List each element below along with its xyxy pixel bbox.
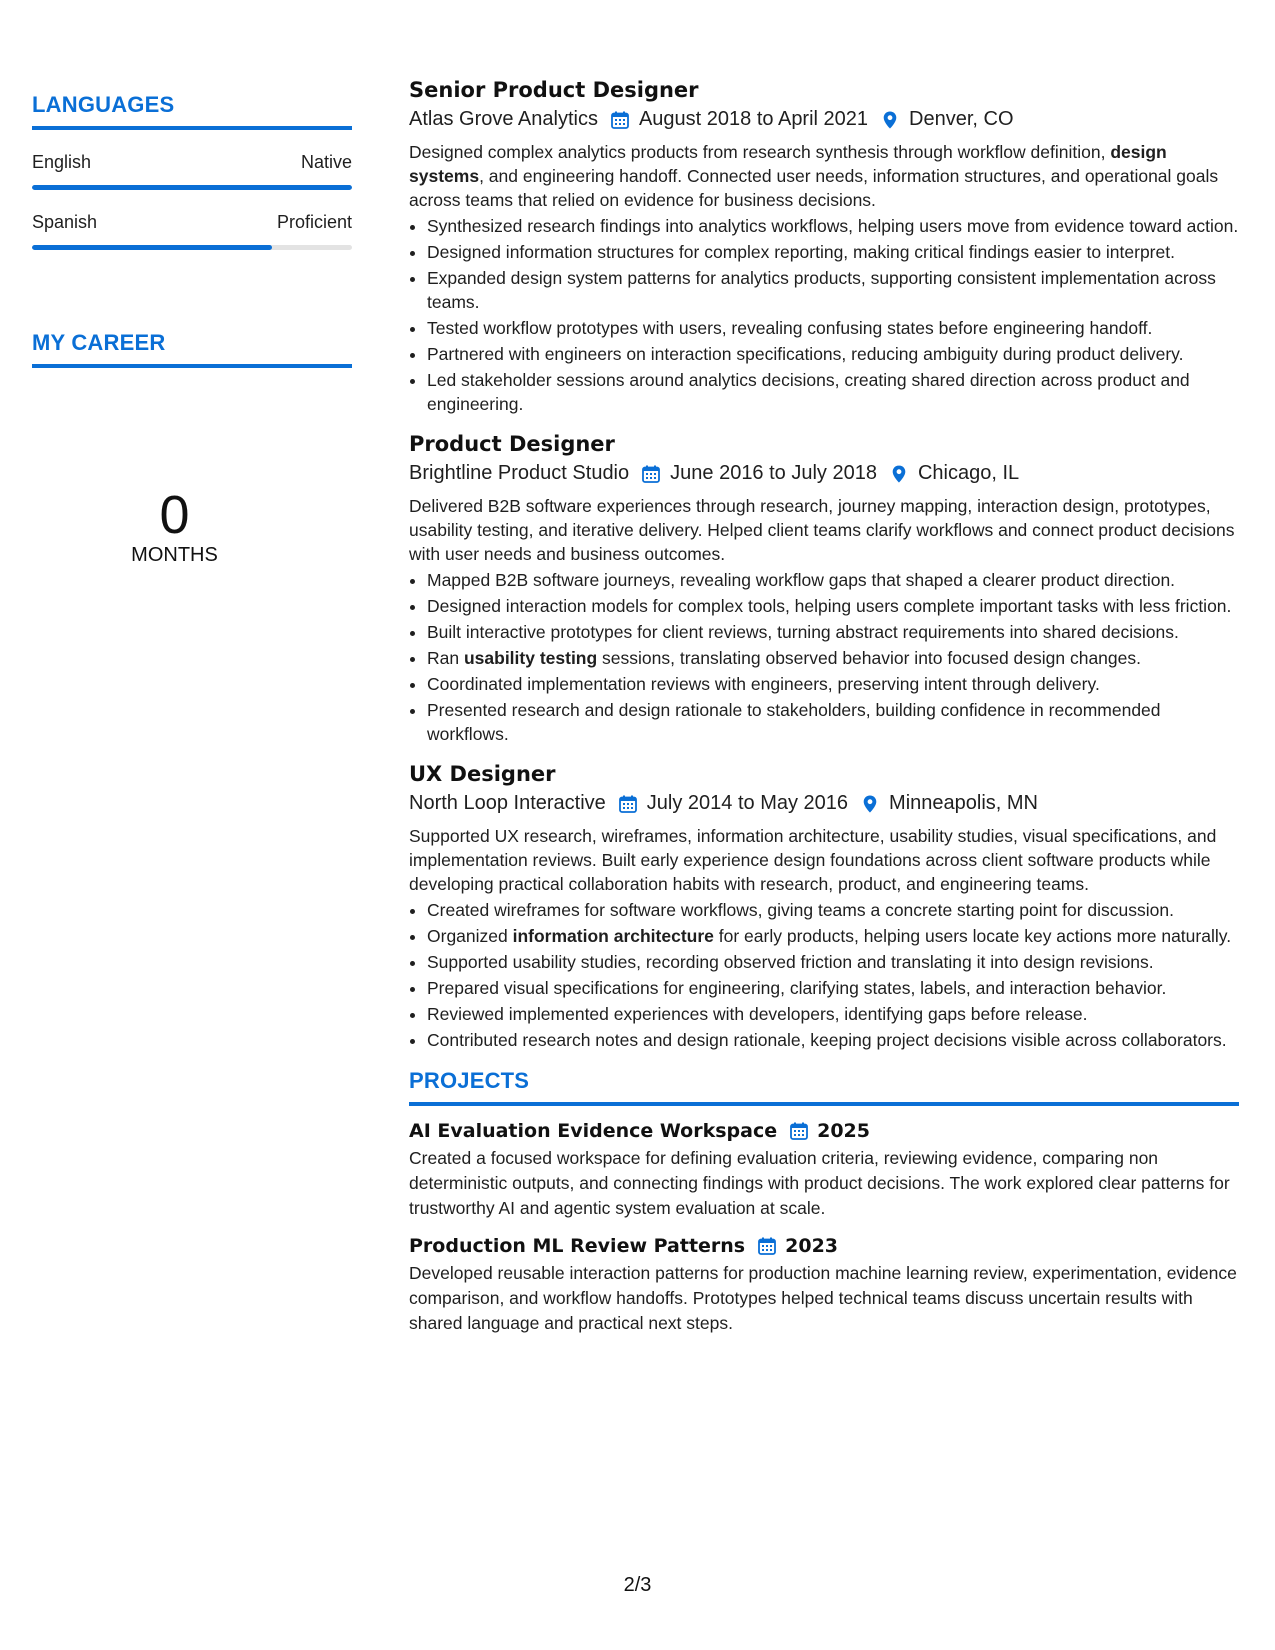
- project-name: Production ML Review Patterns: [409, 1235, 746, 1257]
- list-item: • Tested workflow prototypes with users, revealing confusing states before engineering handoff.: [427, 316, 1239, 340]
- career-duration: [32, 485, 317, 567]
- calendar-icon: [610, 110, 630, 130]
- project-entry: [409, 1235, 1239, 1336]
- language-name: English: [32, 152, 92, 172]
- company-name: Atlas Grove Analytics: [409, 108, 598, 130]
- calendar-icon: [618, 794, 638, 814]
- list-item: • Partnered with engineers on interaction specifications, reducing ambiguity during product delivery.: [427, 342, 1239, 366]
- language-level: Proficient: [276, 212, 352, 232]
- list-item: • Led stakeholder sessions around analytics decisions, creating shared direction across product and engineering.: [427, 368, 1239, 416]
- job-achievements: [409, 568, 1239, 746]
- job-dates: August 2018 to April 2021: [638, 108, 869, 130]
- language-level-bar: [32, 245, 352, 250]
- job-entry: [409, 432, 1239, 746]
- language-level-fill: [32, 185, 352, 190]
- list-item: • Designed interaction models for complex tools, helping users complete important tasks with less friction.: [427, 594, 1239, 618]
- project-header: [409, 1120, 1239, 1142]
- location-pin-icon: [860, 794, 880, 814]
- projects-heading: PROJECTS: [409, 1068, 1239, 1106]
- language-level-fill: [32, 245, 272, 250]
- job-achievements: [409, 214, 1239, 416]
- job-summary: Delivered B2B software experiences through research, journey mapping, interaction design, prototypes, usability testing, and iterative delivery. Helped client teams clarify workflows and connect product decisions with user needs and business outcomes.: [409, 496, 1235, 564]
- project-year: 2023: [785, 1235, 839, 1257]
- list-item: • Ran usability testing sessions, translating observed behavior into focused design changes.: [427, 646, 1239, 670]
- list-item: • Organized information architecture for early products, helping users locate key actions more naturally.: [427, 924, 1239, 948]
- job-summary: Supported UX research, wireframes, information architecture, usability studies, visual specifications, and implementation reviews. Built early experience design foundations across client software products while developing practical collaboration habits with research, product, and engineering teams.: [409, 826, 1217, 894]
- sidebar: [32, 92, 352, 567]
- list-item: • Built interactive prototypes for client reviews, turning abstract requirements into shared decisions.: [427, 620, 1239, 644]
- career-duration-value: 0: [159, 485, 190, 545]
- language-level: Native: [300, 152, 352, 172]
- language-item-english: [32, 152, 352, 190]
- career-heading: MY CAREER: [32, 330, 352, 368]
- list-item: • Prepared visual specifications for engineering, clarifying states, labels, and interaction behavior.: [427, 976, 1239, 1000]
- list-item: • Synthesized research findings into analytics workflows, helping users move from evidence toward action.: [427, 214, 1239, 238]
- location-pin-icon: [880, 110, 900, 130]
- list-item: • Coordinated implementation reviews with engineers, preserving intent through delivery.: [427, 672, 1239, 696]
- location-pin-icon: [889, 464, 909, 484]
- company-name: Brightline Product Studio: [409, 462, 630, 484]
- job-entry: [409, 762, 1239, 1052]
- list-item: • Supported usability studies, recording observed friction and translating it into design revisions.: [427, 950, 1239, 974]
- job-location: Denver, CO: [909, 108, 1014, 130]
- job-title: UX Designer: [409, 762, 556, 786]
- career-section: [32, 330, 352, 567]
- list-item: • Reviewed implemented experiences with developers, identifying gaps before release.: [427, 1002, 1239, 1026]
- job-summary: Designed complex analytics products from research synthesis through workflow definition, design systems, and engineering handoff. Connected user needs, information structures, and operational goals across teams that relied on evidence for business decisions.: [409, 142, 1219, 210]
- job-achievements: [409, 898, 1239, 1052]
- project-name: AI Evaluation Evidence Workspace: [409, 1120, 778, 1142]
- list-item: • Contributed research notes and design rationale, keeping project decisions visible across collaborators.: [427, 1028, 1239, 1052]
- language-level-bar: [32, 185, 352, 190]
- list-item: • Mapped B2B software journeys, revealing workflow gaps that shaped a clearer product direction.: [427, 568, 1239, 592]
- list-item: • Created wireframes for software workflows, giving teams a concrete starting point for discussion.: [427, 898, 1239, 922]
- project-entry: [409, 1120, 1239, 1221]
- job-meta: [409, 108, 1239, 131]
- job-title: Product Designer: [409, 432, 615, 456]
- project-year: 2025: [817, 1120, 870, 1142]
- language-item-spanish: [32, 212, 352, 250]
- page-number: 2/3: [623, 1574, 652, 1596]
- job-location: Minneapolis, MN: [889, 792, 1038, 814]
- job-location: Chicago, IL: [917, 462, 1020, 484]
- list-item: • Expanded design system patterns for analytics products, supporting consistent implementation across teams.: [427, 266, 1239, 314]
- calendar-icon: [641, 464, 661, 484]
- company-name: North Loop Interactive: [409, 792, 606, 814]
- calendar-icon: [757, 1236, 777, 1256]
- job-meta: [409, 462, 1239, 485]
- project-description: Developed reusable interaction patterns for production machine learning review, experimentation, evidence comparison, and workflow handoffs. Prototypes helped technical teams discuss uncertain results with shared language and practical next steps.: [409, 1263, 1237, 1333]
- project-header: [409, 1235, 1239, 1257]
- languages-heading: LANGUAGES: [32, 92, 352, 130]
- language-name: Spanish: [32, 212, 98, 232]
- career-duration-unit: MONTHS: [131, 544, 218, 566]
- calendar-icon: [789, 1121, 809, 1141]
- job-title: Senior Product Designer: [409, 78, 699, 102]
- list-item: • Presented research and design rationale to stakeholders, building confidence in recommended workflows.: [427, 698, 1239, 746]
- job-dates: July 2014 to May 2016: [646, 792, 849, 814]
- job-entry: [409, 78, 1239, 416]
- job-dates: June 2016 to July 2018: [670, 462, 877, 484]
- job-meta: [409, 792, 1239, 815]
- list-item: • Designed information structures for complex reporting, making critical findings easier to interpret.: [427, 240, 1239, 264]
- project-description: Created a focused workspace for defining evaluation criteria, reviewing evidence, comparing non deterministic outputs, and connecting findings with product decisions. The work explored clear patterns for trustworthy AI and agentic system evaluation at scale.: [409, 1148, 1230, 1218]
- experience-column: [409, 78, 1239, 1336]
